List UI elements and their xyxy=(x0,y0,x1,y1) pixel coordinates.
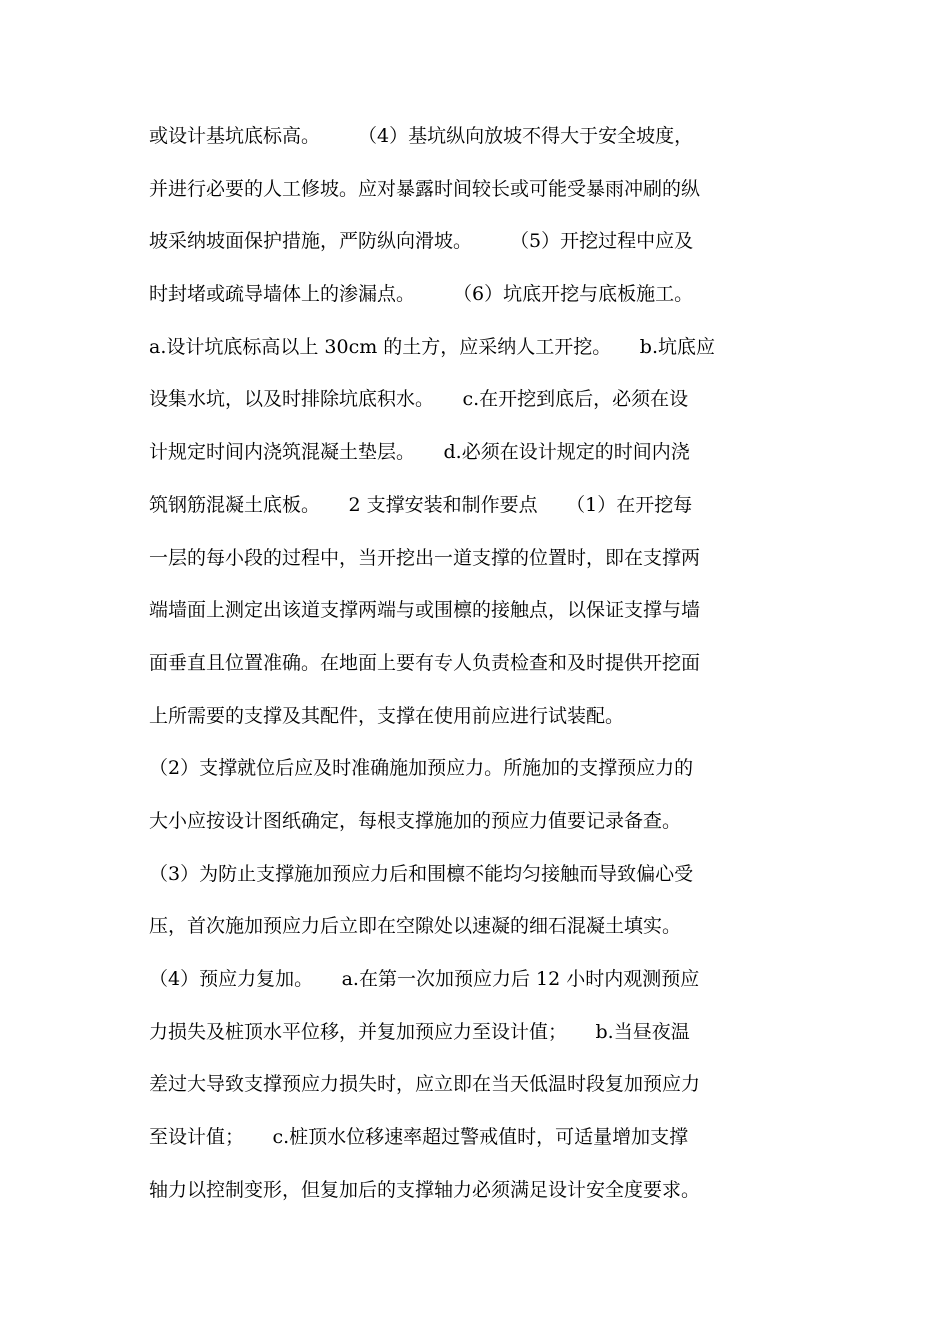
text-line: a.设计坑底标高以上 30cm 的土方，应采纳人工开挖。 b.坑底应 xyxy=(149,335,715,358)
text-line: 大小应按设计图纸确定，每根支撑施加的预应力值要记录备查。 xyxy=(149,809,682,832)
text-line: （3）为防止支撑施加预应力后和围檩不能均匀接触而导致偏心受 xyxy=(149,862,694,885)
text-line: 并进行必要的人工修坡。应对暴露时间较长或可能受暴雨冲刷的纵 xyxy=(149,177,701,200)
text-line: 上所需要的支撑及其配件，支撑在使用前应进行试装配。 xyxy=(149,704,625,727)
text-line: 力损失及桩顶水平位移，并复加预应力至设计值； b.当昼夜温 xyxy=(149,1020,690,1043)
text-line: 时封堵或疏导墙体上的渗漏点。 （6）坑底开挖与底板施工。 xyxy=(149,283,694,306)
text-line: 筑钢筋混凝土底板。 2 支撑安装和制作要点 （1）在开挖每 xyxy=(149,493,693,516)
text-line: 或设计基坑底标高。 （4）基坑纵向放坡不得大于安全坡度， xyxy=(149,125,694,147)
text-line: 坡采纳坡面保护措施，严防纵向滑坡。 （5）开挖过程中应及 xyxy=(149,230,694,253)
text-line: 压，首次施加预应力后立即在空隙处以速凝的细石混凝土填实。 xyxy=(149,915,682,938)
text-line: 端墙面上测定出该道支撑两端与或围檩的接触点，以保证支撑与墙 xyxy=(149,599,701,622)
text-line: 设集水坑，以及时排除坑底积水。 c.在开挖到底后，必须在设 xyxy=(149,388,689,411)
text-line: 差过大导致支撑预应力损失时，应立即在当天低温时段复加预应力 xyxy=(149,1073,701,1096)
text-line: （4）预应力复加。 a.在第一次加预应力后 12 小时内观测预应 xyxy=(149,968,700,990)
text-line: 至设计值； c.桩顶水位移速率超过警戒值时，可适量增加支撑 xyxy=(149,1126,689,1149)
text-line: 一层的每小段的过程中，当开挖出一道支撑的位置时，即在支撑两 xyxy=(149,546,701,569)
text-line: （2）支撑就位后应及时准确施加预应力。所施加的支撑预应力的 xyxy=(149,757,694,780)
text-line: 面垂直且位置准确。在地面上要有专人负责检查和及时提供开挖面 xyxy=(149,651,701,674)
text-line: 轴力以控制变形，但复加后的支撑轴力必须满足设计安全度要求。 xyxy=(149,1178,701,1201)
document-body xyxy=(149,110,809,1216)
text-line: 计规定时间内浇筑混凝土垫层。 d.必须在设计规定的时间内浇 xyxy=(149,441,690,464)
